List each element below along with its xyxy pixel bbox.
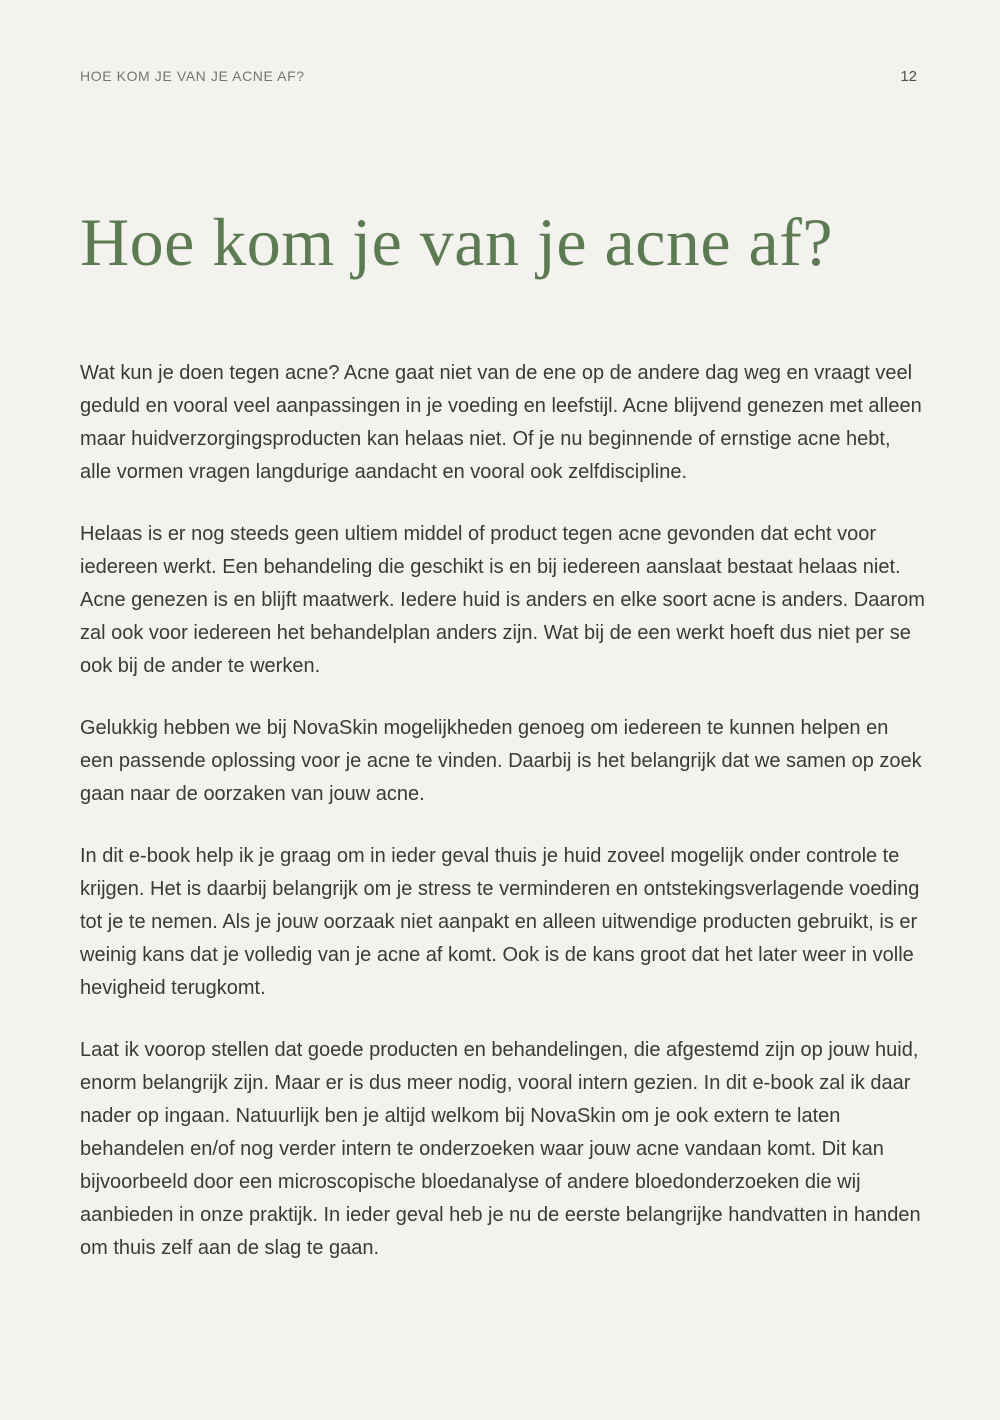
page-header: [80, 68, 920, 85]
page-title: Hoe kom je van je acne af?: [80, 204, 834, 280]
running-header-title: HOE KOM JE VAN JE ACNE AF?: [80, 68, 305, 84]
body-paragraph: Helaas is er nog steeds geen ultiem middel of product tegen acne gevonden dat echt voor iedereen werkt. Een behandeling die geschikt is en bij iedereen aanslaat bestaat helaas niet. Acne genezen is en blijft maatwerk. Iedere huid is anders en elke soort acne is anders. Daarom zal ook voor iedereen het behandelplan anders zijn. Wat bij de een werkt hoeft dus niet per se ook bij de ander te werken.: [80, 523, 925, 678]
article-body: [80, 357, 925, 1265]
page-number: 12: [900, 68, 917, 85]
body-paragraph: Gelukkig hebben we bij NovaSkin mogelijkheden genoeg om iedereen te kunnen helpen en een passende oplossing voor je acne te vinden. Daarbij is het belangrijk dat we samen op zoek gaan naar de oorzaken van jouw acne.: [80, 717, 922, 806]
body-paragraph: Laat ik voorop stellen dat goede producten en behandelingen, die afgestemd zijn op jouw huid, enorm belangrijk zijn. Maar er is dus meer nodig, vooral intern gezien. In dit e-book zal ik daar nader op ingaan. Natuurlijk ben je altijd welkom bij NovaSkin om je ook extern te laten behandelen en/of nog verder intern te onderzoeken waar jouw acne vandaan komt. Dit kan bijvoorbeeld door een microscopische bloedanalyse of andere bloedonderzoeken die wij aanbieden in onze praktijk. In ieder geval heb je nu de eerste belangrijke handvatten in handen om thuis zelf aan de slag te gaan.: [80, 1039, 921, 1260]
body-paragraph: Wat kun je doen tegen acne? Acne gaat niet van de ene op de andere dag weg en vraagt veel geduld en vooral veel aanpassingen in je voeding en leefstijl. Acne blijvend genezen met alleen maar huidverzorgingsproducten kan helaas niet. Of je nu beginnende of ernstige acne hebt, alle vormen vragen langdurige aandacht en vooral ook zelfdiscipline.: [80, 362, 922, 484]
body-paragraph: In dit e-book help ik je graag om in ieder geval thuis je huid zoveel mogelijk onder controle te krijgen. Het is daarbij belangrijk om je stress te verminderen en ontstekingsverlagende voeding tot je te nemen. Als je jouw oorzaak niet aanpakt en alleen uitwendige producten gebruikt, is er weinig kans dat je volledig van je acne af komt. Ook is de kans groot dat het later weer in volle hevigheid terugkomt.: [80, 845, 920, 1000]
